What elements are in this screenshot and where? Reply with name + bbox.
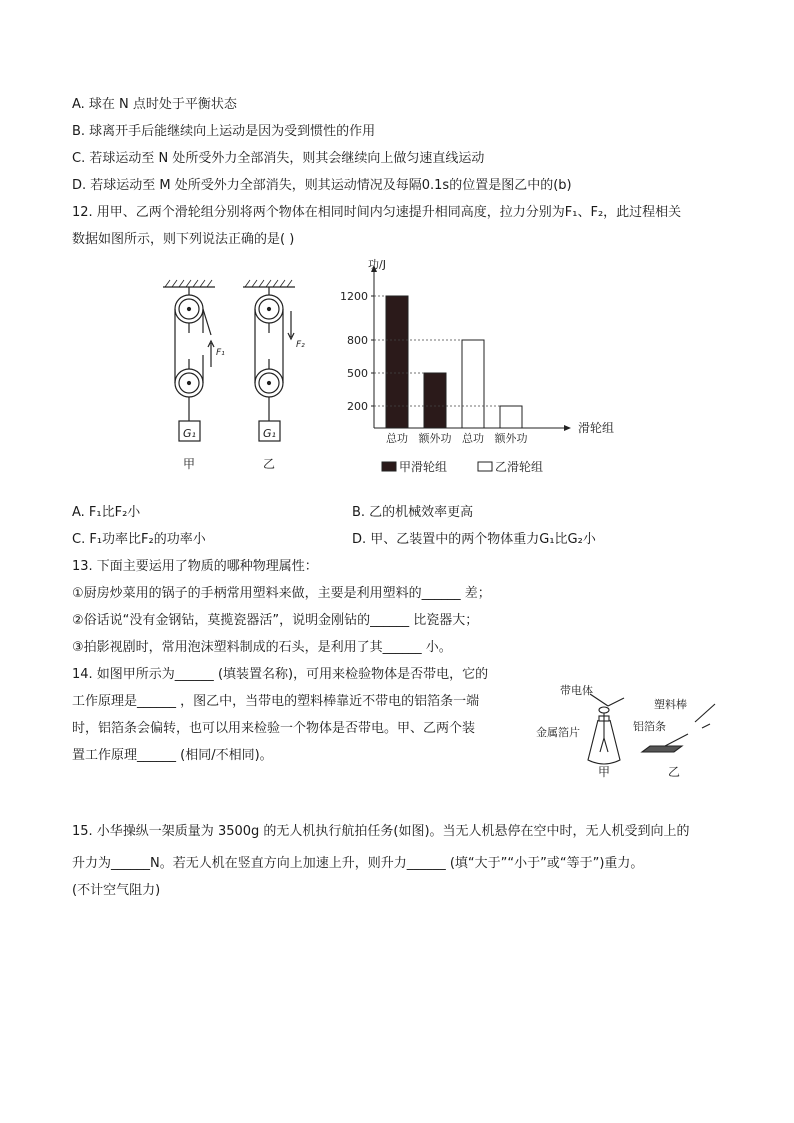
pulley-yi-caption: 乙 [263, 457, 276, 471]
legend-swatch-jia [382, 462, 396, 471]
q11-option-a: A. 球在 N 点时处于平衡状态 [72, 97, 237, 112]
q11-option-b: B. 球离开手后能继续向上运动是因为受到惯性的作用 [72, 124, 376, 139]
bar-jia [424, 373, 446, 428]
q12-option-c: C. F₁功率比F₂的功率小 [72, 532, 206, 547]
category-label: 额外功 [494, 432, 528, 445]
q11-option-d: D. 若球运动至 M 处所受外力全部消失，则其运动情况及每隔0.1s的位置是图乙中的(b) [72, 178, 572, 193]
foil-strip-label: 铝箔条 [633, 720, 666, 733]
legend-label-jia: 甲滑轮组 [399, 460, 448, 474]
charged-body-label: 带电体 [560, 684, 593, 697]
foil-strip-yi-caption: 乙 [668, 765, 681, 779]
bar-yi [500, 406, 522, 428]
electroscope-figure [530, 680, 730, 785]
bar-yi [462, 340, 484, 428]
category-label: 总功 [462, 432, 484, 445]
pulley-yi-weight-label: G₁ [263, 427, 276, 440]
work-bar-chart [330, 252, 640, 482]
category-label: 总功 [386, 432, 408, 445]
q12-stem-line1: 12. 用甲、乙两个滑轮组分别将两个物体在相同时间内匀速提升相同高度，拉力分别为F₁、F₂，此过程相关 [72, 205, 682, 220]
q15-line-2: 升力为______N。若无人机在竖直方向上加速上升，则升力______ (填“大于”“小于”或“等于”)重力。 [72, 856, 644, 871]
q14-line-3: 时，铝箔条会偏转，也可以用来检验一个物体是否带电。甲、乙两个装 [72, 721, 476, 736]
q12-option-d: D. 甲、乙装置中的两个物体重力G₁比G₂小 [352, 532, 596, 547]
y-tick-label: 200 [347, 400, 368, 413]
plastic-rod-label: 塑料棒 [654, 698, 687, 711]
pulley-jia [163, 280, 215, 441]
q12-option-a: A. F₁比F₂小 [72, 505, 141, 520]
x-axis-arrow [564, 425, 571, 431]
legend-label-yi: 乙滑轮组 [495, 460, 544, 474]
x-axis-title: 滑轮组 [578, 421, 615, 435]
q13-stem: 13. 下面主要运用了物质的哪种物理属性： [72, 559, 318, 574]
pulley-jia-force-label: F₁ [216, 348, 225, 358]
q13-item-2: ②俗话说“没有金钢钻，莫揽瓷器活”，说明金刚钻的______ 比瓷器大； [72, 613, 479, 628]
pulley-jia-caption: 甲 [183, 457, 196, 471]
y-tick-label: 1200 [340, 290, 368, 303]
pulley-figure [155, 275, 310, 475]
y-axis-title: 功/J [368, 258, 386, 271]
metal-foil-label: 金属箔片 [536, 726, 580, 739]
q15-line-1: 15. 小华操纵一架质量为 3500g 的无人机执行航拍任务(如图)。当无人机悬停在空中时，无人机受到向上的 [72, 824, 690, 839]
legend-swatch-yi [478, 462, 492, 471]
q14-line-2: 工作原理是______ ，图乙中，当带电的塑料棒靠近不带电的铝箔条一端 [72, 694, 480, 709]
q12-stem-line2: 数据如图所示，则下列说法正确的是( ) [72, 232, 295, 247]
q13-item-1: ①厨房炒菜用的锅子的手柄常用塑料来做，主要是利用塑料的______ 差； [72, 586, 491, 601]
pulley-jia-weight-label: G₁ [183, 427, 196, 440]
q14-line-1: 14. 如图甲所示为______ (填装置名称)，可用来检验物体是否带电，它的 [72, 667, 489, 682]
category-label: 额外功 [418, 432, 452, 445]
bar-jia [386, 296, 408, 428]
pulley-yi-force-label: F₂ [296, 340, 305, 350]
q14-line-4: 置工作原理______ (相同/不相同)。 [72, 748, 273, 763]
y-tick-label: 800 [347, 334, 368, 347]
q13-item-3: ③拍影视剧时，常用泡沫塑料制成的石头，是利用了其______ 小。 [72, 640, 452, 655]
y-tick-label: 500 [347, 367, 368, 380]
q11-option-c: C. 若球运动至 N 处所受外力全部消失，则其会继续向上做匀速直线运动 [72, 151, 485, 166]
pulley-yi [243, 280, 295, 441]
electroscope-jia-caption: 甲 [598, 765, 611, 779]
electroscope-jia [588, 694, 624, 764]
q12-option-b: B. 乙的机械效率更高 [352, 505, 474, 520]
q15-line-3: (不计空气阻力) [72, 883, 161, 898]
